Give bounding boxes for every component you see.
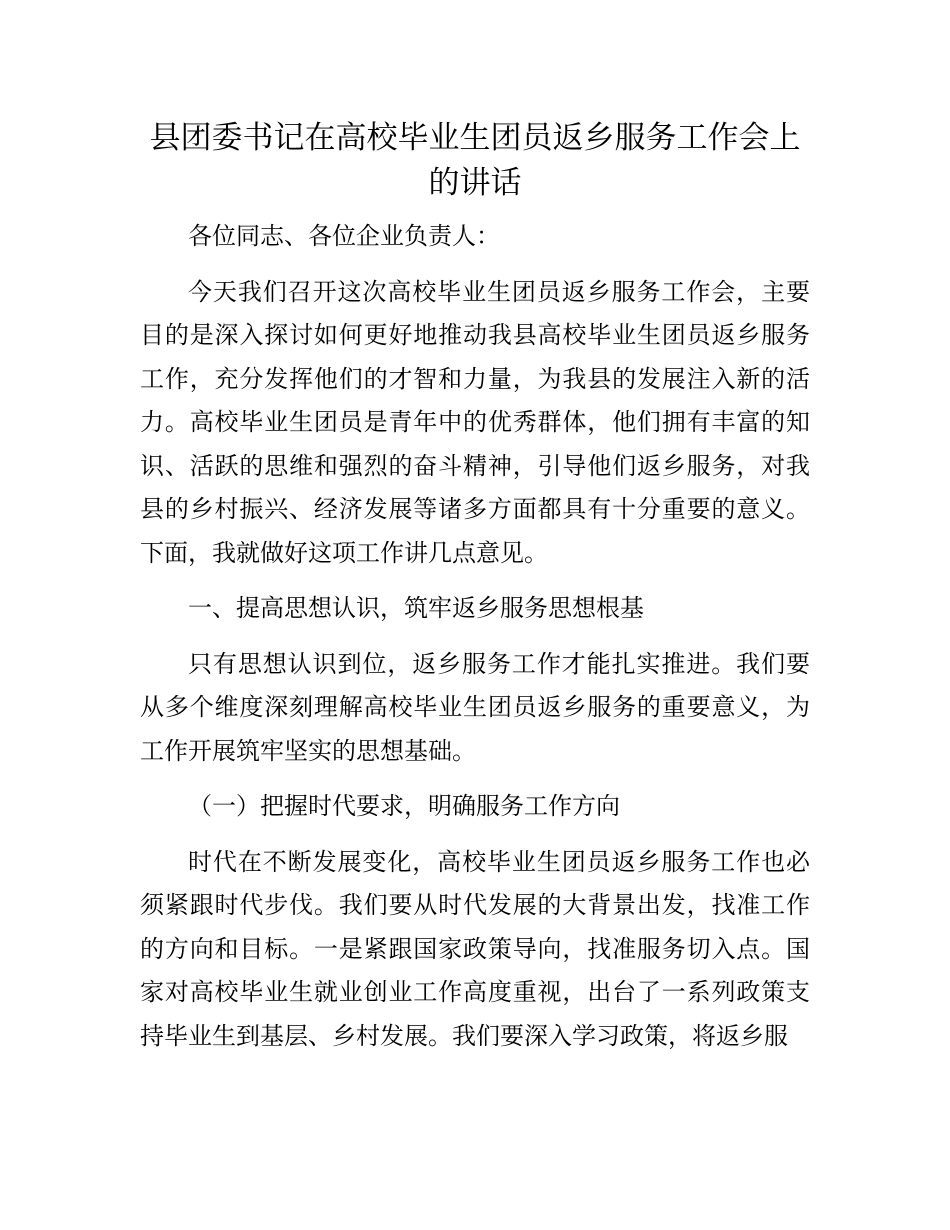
section-heading-1: 一、提高思想认识，筑牢返乡服务思想根基 xyxy=(188,594,644,622)
document-title: 县团委书记在高校毕业生团员返乡服务工作会上的讲话 xyxy=(149,120,801,201)
subsection-heading-1: （一）把握时代要求，明确服务工作方向 xyxy=(188,792,620,820)
intro-paragraph: 今天我们召开这次高校毕业生团员返乡服务工作会，主要目的是深入探讨如何更好地推动我县高校毕业生团员返乡服务工作，充分发挥他们的才智和力量，为我县的发展注入新的活力。高校毕业生团员是青年中的优秀群体，他们拥有丰富的知识、活跃的思维和强烈的奋斗精神，引导他们返乡服务，对我县的乡村振兴、经济发展等诸多方面都具有十分重要的意义。下面，我就做好这项工作讲几点意见。 xyxy=(140,277,810,567)
subsection-1-paragraph: 时代在不断发展变化，高校毕业生团员返乡服务工作也必须紧跟时代步伐。我们要从时代发展的大背景出发，找准工作的方向和目标。一是紧跟国家政策导向，找准服务切入点。国家对高校毕业生就业创业工作高度重视，出台了一系列政策支持毕业生到基层、乡村发展。我们要深入学习政策，将返乡服 xyxy=(140,847,810,1050)
section-1-paragraph: 只有思想认识到位，返乡服务工作才能扎实推进。我们要从多个维度深刻理解高校毕业生团员返乡服务的重要意义，为工作开展筑牢坚实的思想基础。 xyxy=(140,649,810,765)
document-body xyxy=(140,215,810,1070)
salutation-paragraph: 各位同志、各位企业负责人： xyxy=(188,222,500,250)
